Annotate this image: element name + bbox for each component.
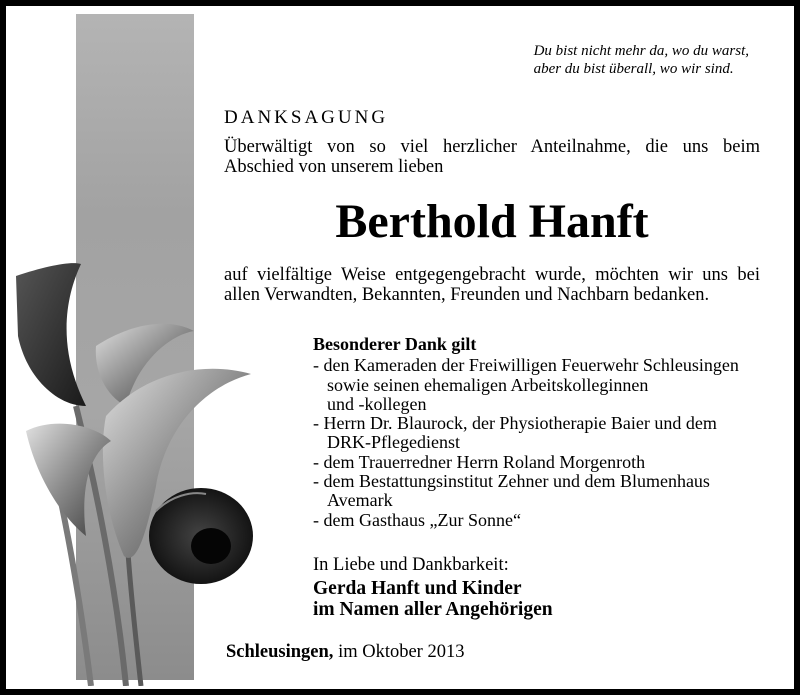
motto-line-1: Du bist nicht mehr da, wo du warst, <box>533 43 749 59</box>
special-thanks <box>313 335 783 530</box>
deceased-name: Berthold Hanft <box>335 195 649 248</box>
intro-line-1: Überwältigt von so viel herzlicher Anteilnahme, die uns beim <box>224 137 760 157</box>
thanks-item-line: DRK-Pflegedienst <box>327 432 460 453</box>
closing-line: In Liebe und Dankbarkeit: <box>313 555 509 575</box>
thanks-item-line: - dem Trauerredner Herrn Roland Morgenroth <box>313 451 646 472</box>
heading: DANKSAGUNG <box>224 107 389 128</box>
motto-quote <box>534 42 749 78</box>
intro-paragraph <box>224 137 760 177</box>
intro-line-2: Abschied von unserem lieben <box>224 157 444 177</box>
thanks-item-line: - dem Gasthaus „Zur Sonne“ <box>313 509 521 530</box>
special-thanks-title: Besonderer Dank gilt <box>313 334 477 354</box>
special-thanks-list <box>313 356 783 530</box>
body-line-1: auf vielfältige Weise entgegengebracht wurde, möchten wir uns bei <box>224 265 760 285</box>
place-city: Schleusingen, <box>226 642 334 662</box>
thanks-item-line: - dem Bestattungsinstitut Zehner und dem Blumenhaus <box>313 471 710 492</box>
thanks-item-line: Avemark <box>327 490 393 511</box>
thanks-item-line: - den Kameraden der Freiwilligen Feuerwehr Schleusingen <box>313 355 739 376</box>
place-date <box>226 642 464 663</box>
motto-line-2: aber du bist überall, wo wir sind. <box>533 61 734 77</box>
closing <box>313 555 553 620</box>
signature-line-2: im Namen aller Angehörigen <box>313 599 553 620</box>
thanks-item-line: sowie seinen ehemaligen Arbeitskolleginnen <box>327 374 649 395</box>
place-date-text: im Oktober 2013 <box>338 642 465 662</box>
body-line-2: allen Verwandten, Bekannten, Freunden und Nachbarn bedanken. <box>224 285 710 305</box>
body-paragraph <box>224 265 760 305</box>
thanks-item-line: und -kollegen <box>327 393 427 414</box>
calla-lily-image <box>6 256 276 686</box>
signature-line-1: Gerda Hanft und Kinder <box>313 578 522 599</box>
thanks-item-line: - Herrn Dr. Blaurock, der Physiotherapie Baier und dem <box>313 413 717 434</box>
